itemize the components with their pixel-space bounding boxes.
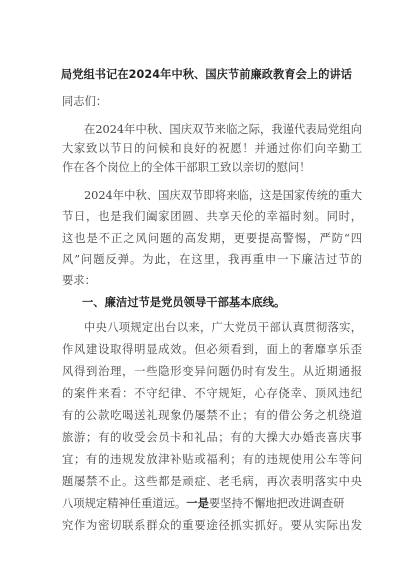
- paragraph-3-line-1: 中央八项规定出台以来，广大党员干部认真贯彻落实，: [84, 321, 362, 334]
- paragraph-2-line-2: 节日，也是我们阖家团圆、共享天伦的幸福时刻。同时，: [62, 210, 362, 223]
- section-heading-1: 一、廉洁过节是党员领导干部基本底线。: [82, 296, 286, 309]
- salutation: 同志们：: [62, 95, 108, 108]
- paragraph-2-line-3: 这也是不正之风问题的高发期，更要提高警惕，严防“四: [62, 232, 362, 245]
- paragraph-1-line-3: 作在各个岗位上的全体干部职工致以亲切的慰问！: [62, 161, 311, 174]
- paragraph-3-line-7: 宜；有的违规发放津补贴或福利；有的违规使用公车等问: [62, 453, 362, 466]
- paragraph-3-line-6: 旅游；有的收受会员卡和礼品；有的大操大办婚丧喜庆事: [62, 431, 362, 444]
- paragraph-2-line-5: 要求：: [62, 274, 96, 287]
- paragraph-3-line-9: [62, 497, 362, 511]
- paragraph-3-line-10: 究作为密切联系群众的重要途径抓实抓好。要从实际出发: [62, 519, 362, 532]
- paragraph-1-line-2: 大家致以节日的问候和良好的祝愿！并通过你们向辛勤工: [62, 142, 362, 155]
- paragraph-3-line-9-tail: 要坚持不懈地把改进调查研: [208, 497, 345, 510]
- paragraph-1-line-1: 在2024年中秋、国庆双节来临之际，我谨代表局党组向: [84, 123, 362, 136]
- paragraph-3-line-3: 风得到治理，一些隐形变异问题仍时有发生。从近期通报: [62, 365, 362, 378]
- paragraph-3-line-4: 的案件来看：不守纪律、不守规矩，心存侥幸、顶风违纪: [62, 387, 362, 400]
- paragraph-2-line-1: 2024年中秋、国庆双节即将来临，这是国家传统的重大: [84, 189, 362, 202]
- paragraph-3-line-2: 作风建设取得明显成效。但必须看到，面上的奢靡享乐歪: [62, 343, 362, 356]
- enumeration-marker: 一是: [186, 497, 209, 510]
- document-title: 局党组书记在2024年中秋、国庆节前廉政教育会上的讲话: [60, 68, 353, 81]
- paragraph-3-line-9-text: 八项规定精神任重道远。: [62, 497, 187, 510]
- paragraph-3-line-8: 题屡禁不止。这些都是顽症、老毛病，再次表明落实中央: [62, 475, 362, 488]
- paragraph-2-line-4: 风”问题反弹。为此，在这里，我再重申一下廉洁过节的: [62, 253, 362, 266]
- paragraph-3-line-5: 有的公款吃喝送礼现象仍屡禁不止；有的借公务之机绕道: [62, 409, 362, 422]
